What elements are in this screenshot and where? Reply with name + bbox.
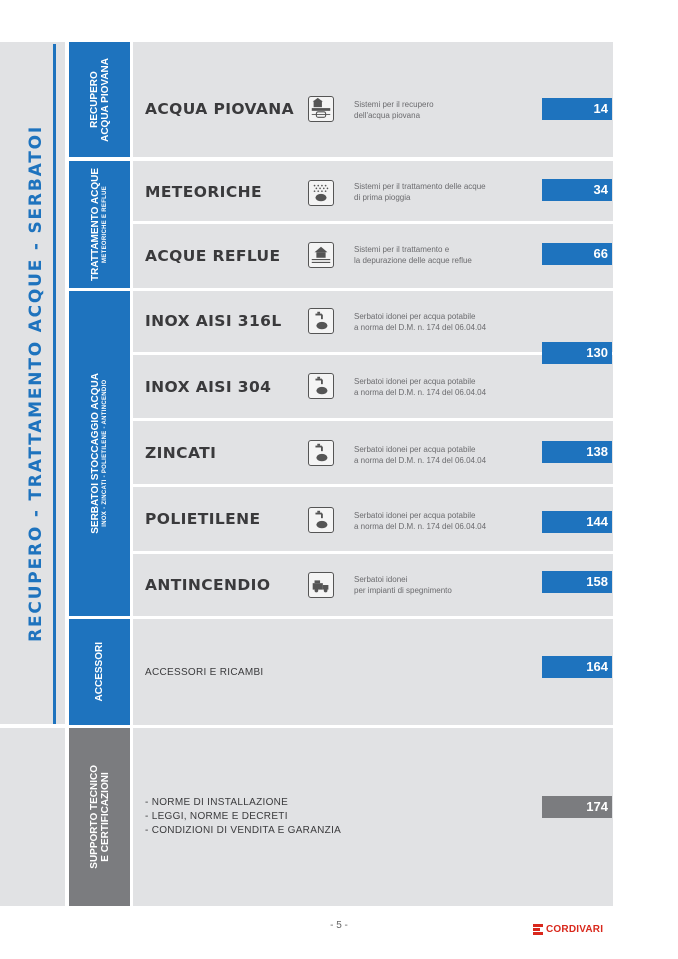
section-supporto: SUPPORTO TECNICO E CERTIFICAZIONI [69, 728, 130, 906]
page-link-34[interactable]: 34 [542, 179, 612, 201]
desc-inox-304: Serbatoi idonei per acqua potabile a norma del D.M. n. 174 del 06.04.04 [354, 377, 487, 397]
page-link-130[interactable]: 130 [542, 342, 612, 364]
title-inox-304: INOX AISI 304 [145, 378, 272, 396]
title-inox-316l: INOX AISI 316L [145, 312, 282, 330]
desc-inox-316l: Serbatoi idonei per acqua potabile a norma del D.M. n. 174 del 06.04.04 [354, 312, 487, 332]
page-link-164[interactable]: 164 [542, 656, 612, 678]
rain-treatment-icon [308, 180, 334, 206]
title-antincendio: ANTINCENDIO [145, 576, 271, 594]
section-trattamento: TRATTAMENTO ACQUE METEORICHE E REFLUE [69, 161, 130, 288]
section-recupero: RECUPERO ACQUA PIOVANA [69, 42, 130, 157]
desc-polietilene: Serbatoi idonei per acqua potabile a norma del D.M. n. 174 del 06.04.04 [354, 511, 487, 531]
title-polietilene: POLIETILENE [145, 510, 261, 528]
desc-acqua-piovana: Sistemi per il recupero dell'acqua piovana [354, 100, 434, 120]
title-accessori: ACCESSORI E RICAMBI [145, 667, 264, 678]
desc-zincati: Serbatoi idonei per acqua potabile a norma del D.M. n. 174 del 06.04.04 [354, 445, 487, 465]
page-link-66[interactable]: 66 [542, 243, 612, 265]
title-meteoriche: METEORICHE [145, 183, 262, 201]
page-link-138[interactable]: 138 [542, 441, 612, 463]
desc-antincendio: Serbatoi idonei per impianti di spegnimento [354, 575, 452, 595]
rainwater-tank-icon [308, 96, 334, 122]
page-number: - 5 - [330, 920, 348, 931]
desc-acque-reflue: Sistemi per il trattamento e la depurazione delle acque reflue [354, 245, 472, 265]
house-wastewater-icon [308, 242, 334, 268]
potable-tap-icon [308, 440, 334, 466]
potable-tap-icon [308, 308, 334, 334]
page-link-174[interactable]: 174 [542, 796, 612, 818]
section-accessori: ACCESSORI [69, 619, 130, 725]
potable-tap-icon [308, 507, 334, 533]
potable-tap-icon [308, 373, 334, 399]
cordivari-logo: CORDIVARI [533, 922, 603, 936]
title-acqua-piovana: ACQUA PIOVANA [145, 100, 295, 118]
side-band-bottom [0, 728, 65, 906]
fire-truck-icon [308, 572, 334, 598]
page-link-144[interactable]: 144 [542, 511, 612, 533]
section-serbatoi: SERBATOI STOCCAGGIO ACQUA INOX - ZINCATI - POLIETILENE - ANTINCENDIO [69, 291, 130, 616]
title-zincati: ZINCATI [145, 444, 217, 462]
desc-meteoriche: Sistemi per il trattamento delle acque di prima pioggia [354, 182, 486, 202]
page-link-14[interactable]: 14 [542, 98, 612, 120]
brand-mark-icon [533, 924, 543, 934]
title-acque-reflue: ACQUE REFLUE [145, 247, 281, 265]
support-list: - NORME DI INSTALLAZIONE - LEGGI, NORME E DECRETI - CONDIZIONI DI VENDITA E GARANZIA [145, 797, 342, 836]
side-title: RECUPERO - TRATTAMENTO ACQUE - SERBATOI [26, 124, 46, 642]
page-link-158[interactable]: 158 [542, 571, 612, 593]
